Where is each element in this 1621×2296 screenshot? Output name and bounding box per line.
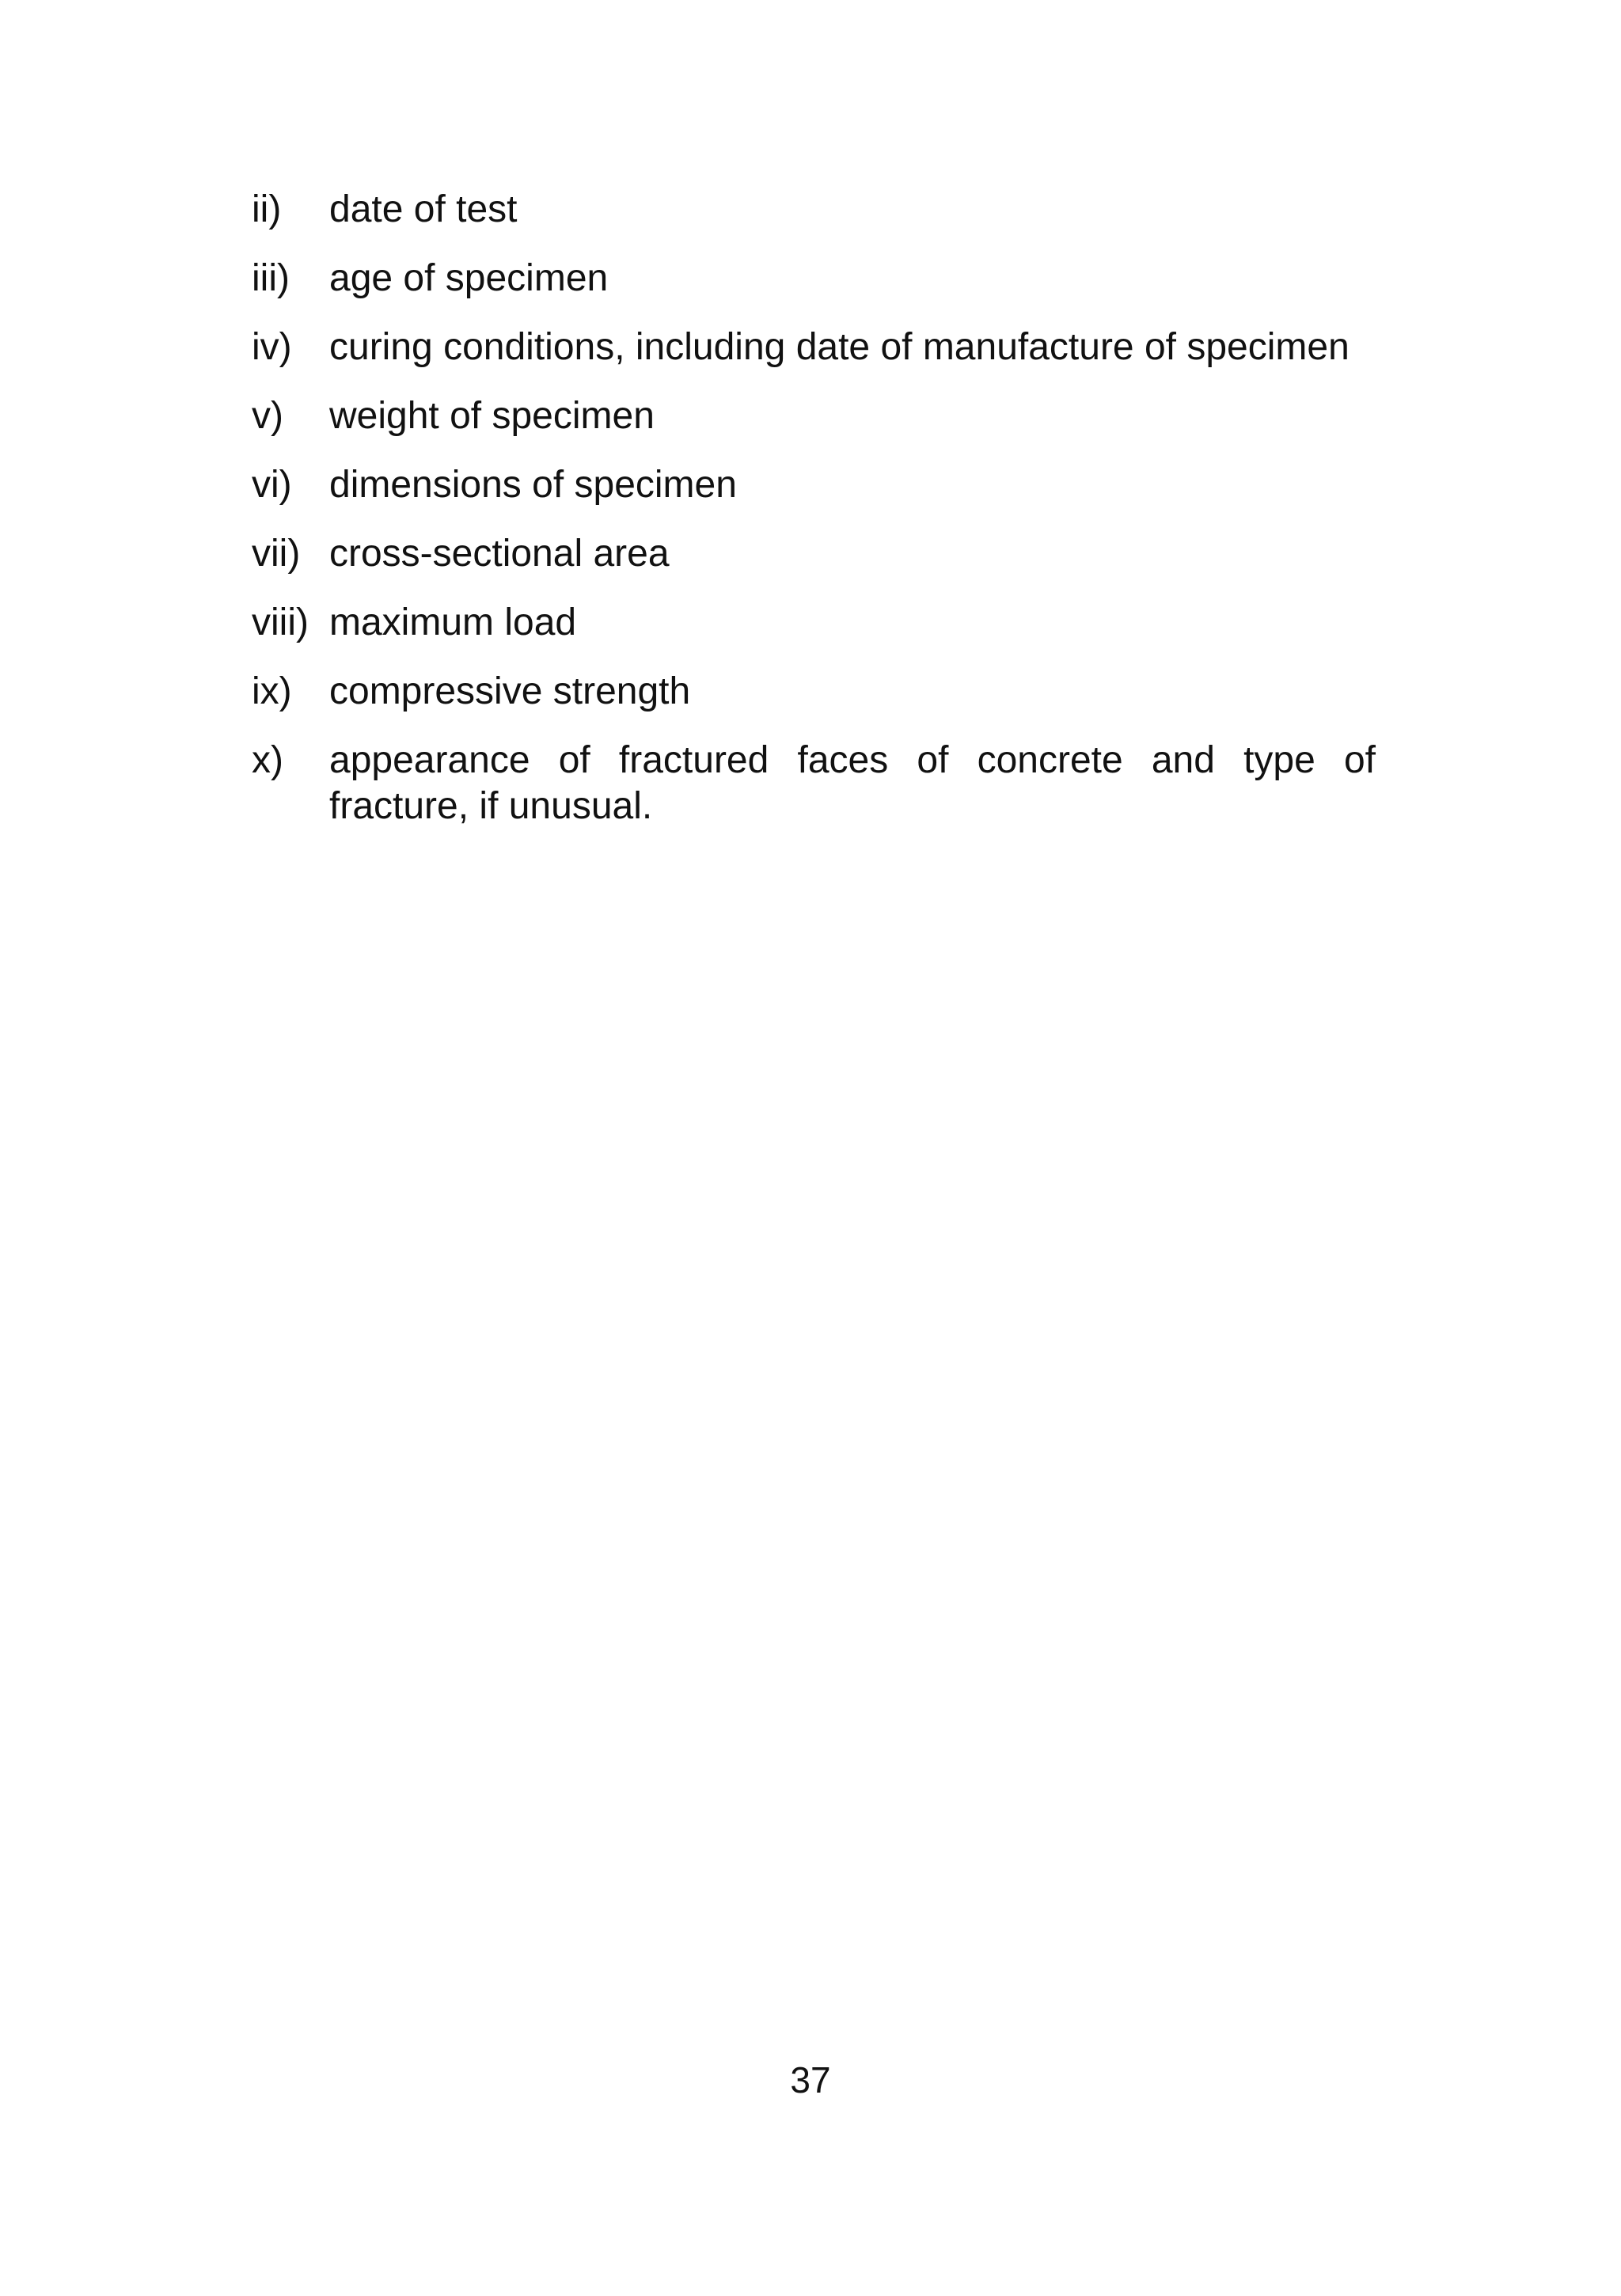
list-item-text: maximum load [329,602,577,643]
list-item-text: cross-sectional area [329,533,670,575]
list-item-text: appearance of fractured faces of concrete and type of fracture, if unusual. [329,739,1376,827]
list-item-number: iii) [252,257,290,299]
list-item-text: date of test [329,188,518,230]
list-item-text: dimensions of specimen [329,464,737,506]
list-item-number: ii) [252,188,282,230]
list-item-number: iv) [252,326,292,368]
list-item-text: curing conditions, including date of manufacture of specimen [329,326,1350,368]
list-item [252,187,1376,233]
list-item [252,324,1376,370]
list-item [252,462,1376,508]
page-number: 37 [790,2059,831,2101]
list-item-number: vi) [252,464,292,506]
list-item-number: x) [252,739,283,781]
list-item-number: viii) [252,602,309,643]
list-item [252,738,1376,829]
list-item-number: vii) [252,533,301,575]
list-item-text: age of specimen [329,257,609,299]
list-item [252,600,1376,646]
list-item [252,393,1376,439]
list-item-number: v) [252,395,283,437]
list-item [252,669,1376,715]
list-item [252,256,1376,302]
list-item-text: compressive strength [329,670,691,712]
list-item [252,531,1376,577]
list-item-number: ix) [252,670,292,712]
report-items-list [252,187,1376,852]
list-item-text: weight of specimen [329,395,655,437]
